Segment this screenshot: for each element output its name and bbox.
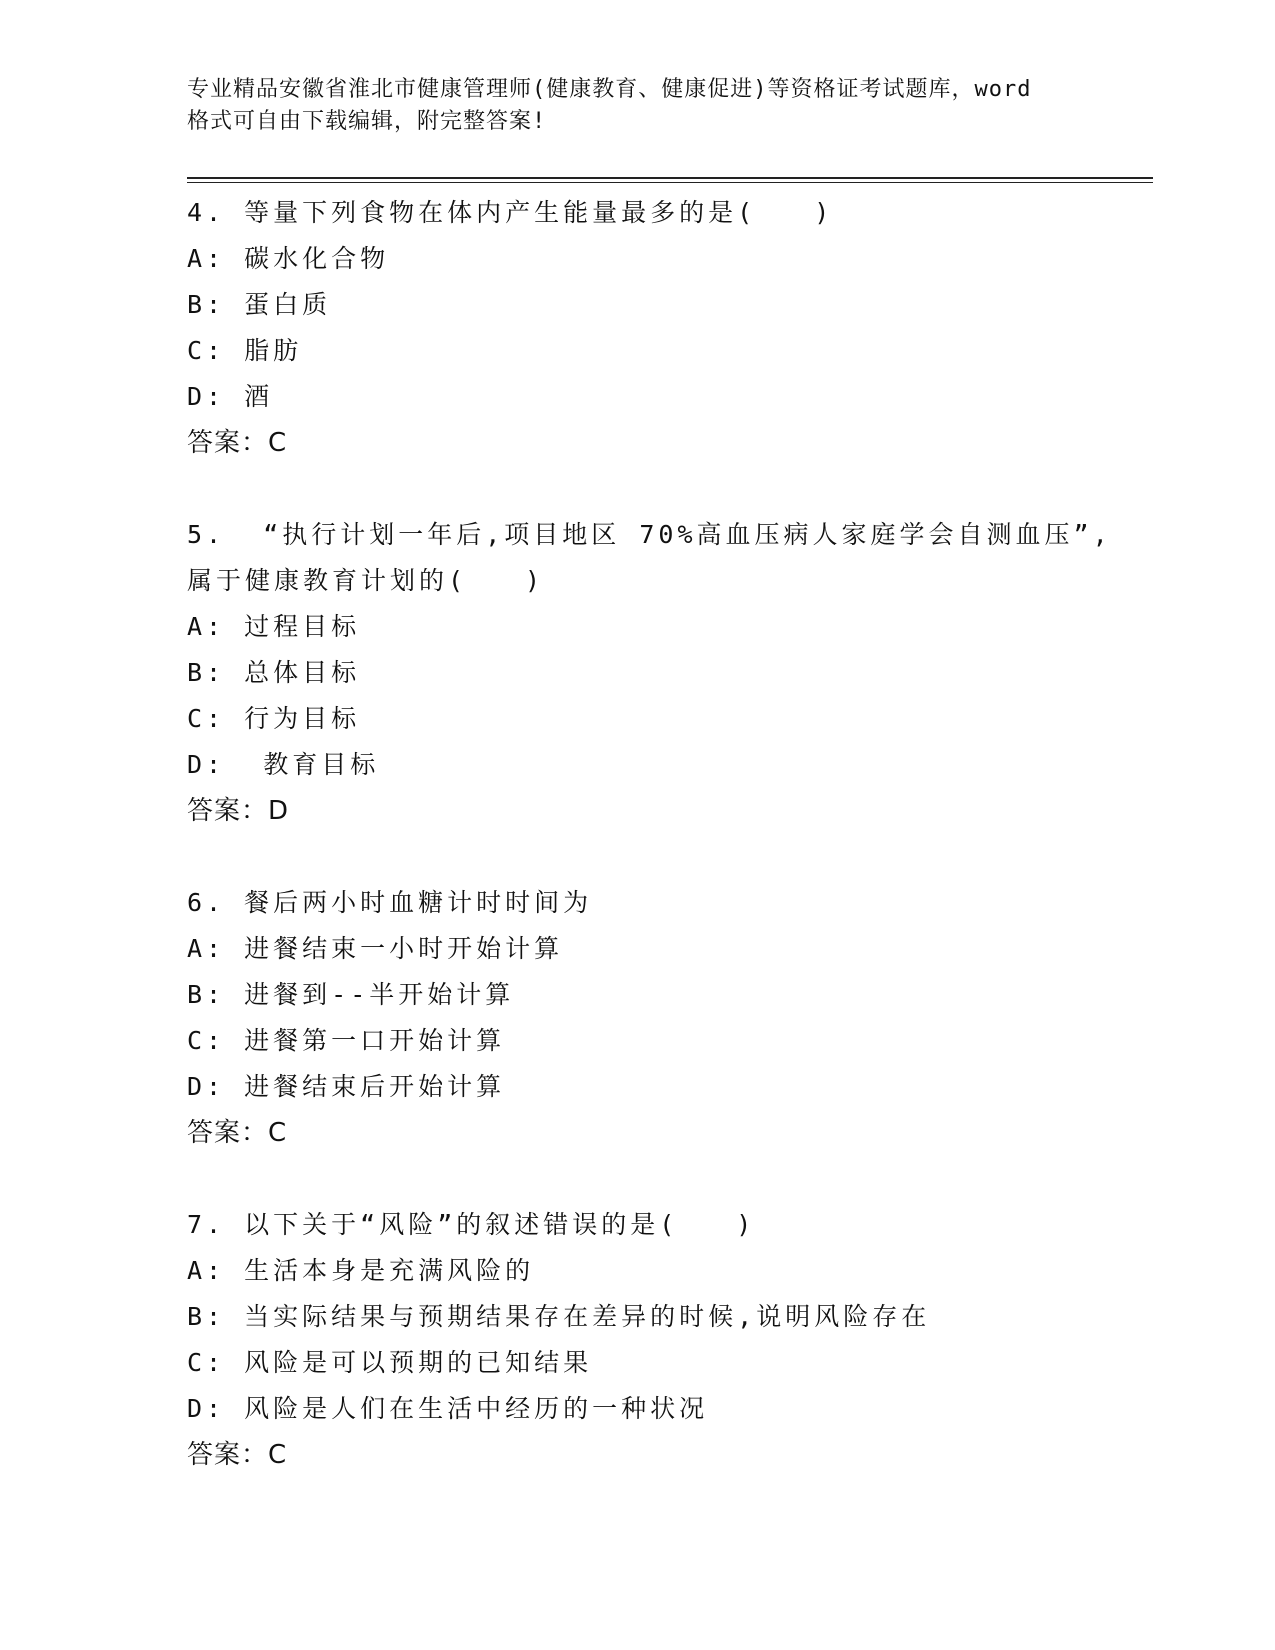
header-line-1: 专业精品安徽省淮北市健康管理师(健康教育、健康促进)等资格证考试题库，word <box>187 77 1032 102</box>
question-list <box>187 190 1112 1524</box>
question-stem: 4. 等量下列食物在体内产生能量最多的是( ) <box>187 198 834 227</box>
option-d: D: 风险是人们在生活中经历的一种状况 <box>187 1394 709 1423</box>
header-line-2: 格式可自由下载编辑，附完整答案! <box>187 109 547 134</box>
question-stem: 6. 餐后两小时血糖计时时间为 <box>187 888 593 917</box>
answer-label: 答案：C <box>187 428 288 458</box>
document-header <box>187 74 1087 138</box>
option-c: C: 脂肪 <box>187 336 303 365</box>
question-4 <box>187 190 1107 466</box>
option-d: D: 进餐结束后开始计算 <box>187 1072 506 1101</box>
header-divider <box>187 177 1153 183</box>
option-c: C: 进餐第一口开始计算 <box>187 1026 506 1055</box>
option-c: C: 风险是可以预期的已知结果 <box>187 1348 593 1377</box>
option-a: A: 生活本身是充满风险的 <box>187 1256 535 1285</box>
answer-label: 答案：C <box>187 1440 288 1470</box>
question-stem-line-1: 5. “执行计划一年后,项目地区 70%高血压病人家庭学会自测血压”, <box>187 520 1112 549</box>
question-stem-line-2: 属于健康教育计划的( ) <box>187 566 545 595</box>
question-7 <box>187 1202 1107 1478</box>
option-b: B: 当实际结果与预期结果存在差异的时候,说明风险存在 <box>187 1302 931 1331</box>
answer-label: 答案：D <box>187 796 290 826</box>
option-d: D: 酒 <box>187 382 274 411</box>
question-5 <box>187 512 1112 834</box>
option-a: A: 碳水化合物 <box>187 244 390 273</box>
option-d: D: 教育目标 <box>187 750 380 779</box>
question-stem: 7. 以下关于“风险”的叙述错误的是( ) <box>187 1210 756 1239</box>
answer-label: 答案：C <box>187 1118 288 1148</box>
option-c: C: 行为目标 <box>187 704 361 733</box>
option-b: B: 总体目标 <box>187 658 361 687</box>
option-b: B: 进餐到--半开始计算 <box>187 980 515 1009</box>
question-6 <box>187 880 1107 1156</box>
option-b: B: 蛋白质 <box>187 290 332 319</box>
option-a: A: 进餐结束一小时开始计算 <box>187 934 564 963</box>
option-a: A: 过程目标 <box>187 612 361 641</box>
